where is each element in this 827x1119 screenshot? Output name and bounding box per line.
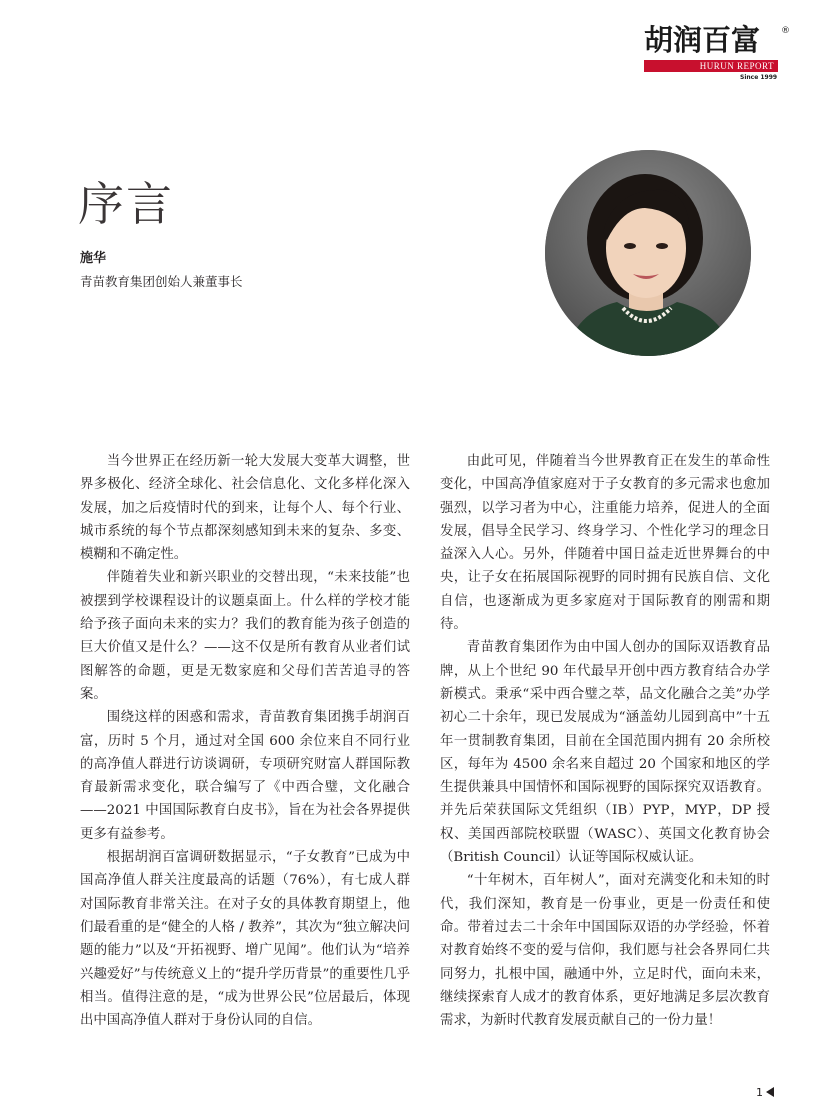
paragraph: 根据胡润百富调研数据显示，“子女教育”已成为中国高净值人群关注度最高的话题（76%），有七成人群对国际教育非常关注。在对子女的具体教育期望上，他们最看重的是“健全的人格 / 教养”，其次为“独立解决问题的能力”以及“开拓视野、增广见闻”。他们认为“培养兴趣爱好”与传统意义上的“提升学历背景”的重要性几乎相当。值得注意的是，“成为世界公民”位居最后，体现出中国高净值人群对于身份认同的自信。 bbox=[80, 850, 410, 1029]
author-role: 青苗教育集团创始人兼董事长 bbox=[80, 274, 243, 289]
body-right-column bbox=[440, 450, 770, 1032]
logo-english-bar: HURUN REPORT bbox=[644, 60, 778, 72]
page-number: 1 bbox=[756, 1086, 763, 1099]
logo-chinese-text: 胡润百富 bbox=[644, 23, 761, 57]
paragraph: 围绕这样的困惑和需求，青苗教育集团携手胡润百富，历时 5 个月，通过对全国 600 余位来自不同行业的高净值人群进行访谈调研，专项研究财富人群国际教育最新需求变化，联合编写了《中西合璧，文化融合——2021 中国国际教育白皮书》，旨在为社会各界提供更多有益参考。 bbox=[80, 710, 410, 842]
logo-since: Since 1999 bbox=[740, 74, 778, 81]
paragraph: 伴随着失业和新兴职业的交替出现，“未来技能”也被摆到学校课程设计的议题桌面上。什么样的学校才能给予孩子面向未来的实力？我们的教育能为孩子创造的巨大价值又是什么？——这不仅是所有教育从业者们试图解答的命题，更是无数家庭和父母们苦苦追寻的答案。 bbox=[80, 570, 410, 702]
left-triangle-icon bbox=[766, 1087, 774, 1097]
paragraph: 青苗教育集团作为由中国人创办的国际双语教育品牌，从上个世纪 90 年代最早开创中西方教育结合办学新模式。秉承“采中西合璧之萃，品文化融合之美”办学初心二十余年，现已发展成为“涵盖幼儿园到高中”十五年一贯制教育集团，目前在全国范围内拥有 20 余所校区，每年为 4500 余名来自超过 20 个国家和地区的学生提供兼具中国情怀和国际视野的国际探究双语教育。并先后荣获国际文凭组织（IB）PYP，MYP，DP 授权、美国西部院校联盟（WASC）、英国文化教育协会（British Council）认证等国际权威认证。 bbox=[440, 640, 770, 866]
page-title: 序言 bbox=[78, 177, 174, 231]
author-portrait bbox=[545, 150, 751, 356]
hurun-logo bbox=[644, 24, 794, 88]
paragraph: 由此可见，伴随着当今世界教育正在发生的革命性变化，中国高净值家庭对于子女教育的多元需求也愈加强烈，以学习者为中心，注重能力培养，促进人的全面发展，倡导全民学习、终身学习、个性化学习的理念日益深入人心。另外，伴随着中国日益走近世界舞台的中央，让子女在拓展国际视野的同时拥有民族自信、文化自信，也逐渐成为更多家庭对于国际教育的刚需和期待。 bbox=[440, 454, 770, 633]
paragraph: 当今世界正在经历新一轮大发展大变革大调整，世界多极化、经济全球化、社会信息化、文化多样化深入发展，加之后疫情时代的到来，让每个人、每个行业、城市系统的每个节点都深刻感知到未来的复杂、多变、模糊和不确定性。 bbox=[80, 454, 410, 563]
body-left-column bbox=[80, 450, 410, 1032]
paragraph: “十年树木，百年树人”，面对充满变化和未知的时代，我们深知，教育是一份事业，更是一份责任和使命。带着过去二十余年中国国际双语的办学经验，怀着对教育始终不变的爱与信仰，我们愿与社会各界同仁共同努力，扎根中国，融通中外，立足时代，面向未来，继续探索育人成才的教育体系，更好地满足多层次教育需求，为新时代教育发展贡献自己的一份力量！ bbox=[440, 873, 770, 1029]
logo-registered-mark: ® bbox=[781, 26, 790, 36]
portrait-illustration bbox=[545, 150, 751, 356]
author-name: 施华 bbox=[80, 251, 107, 266]
